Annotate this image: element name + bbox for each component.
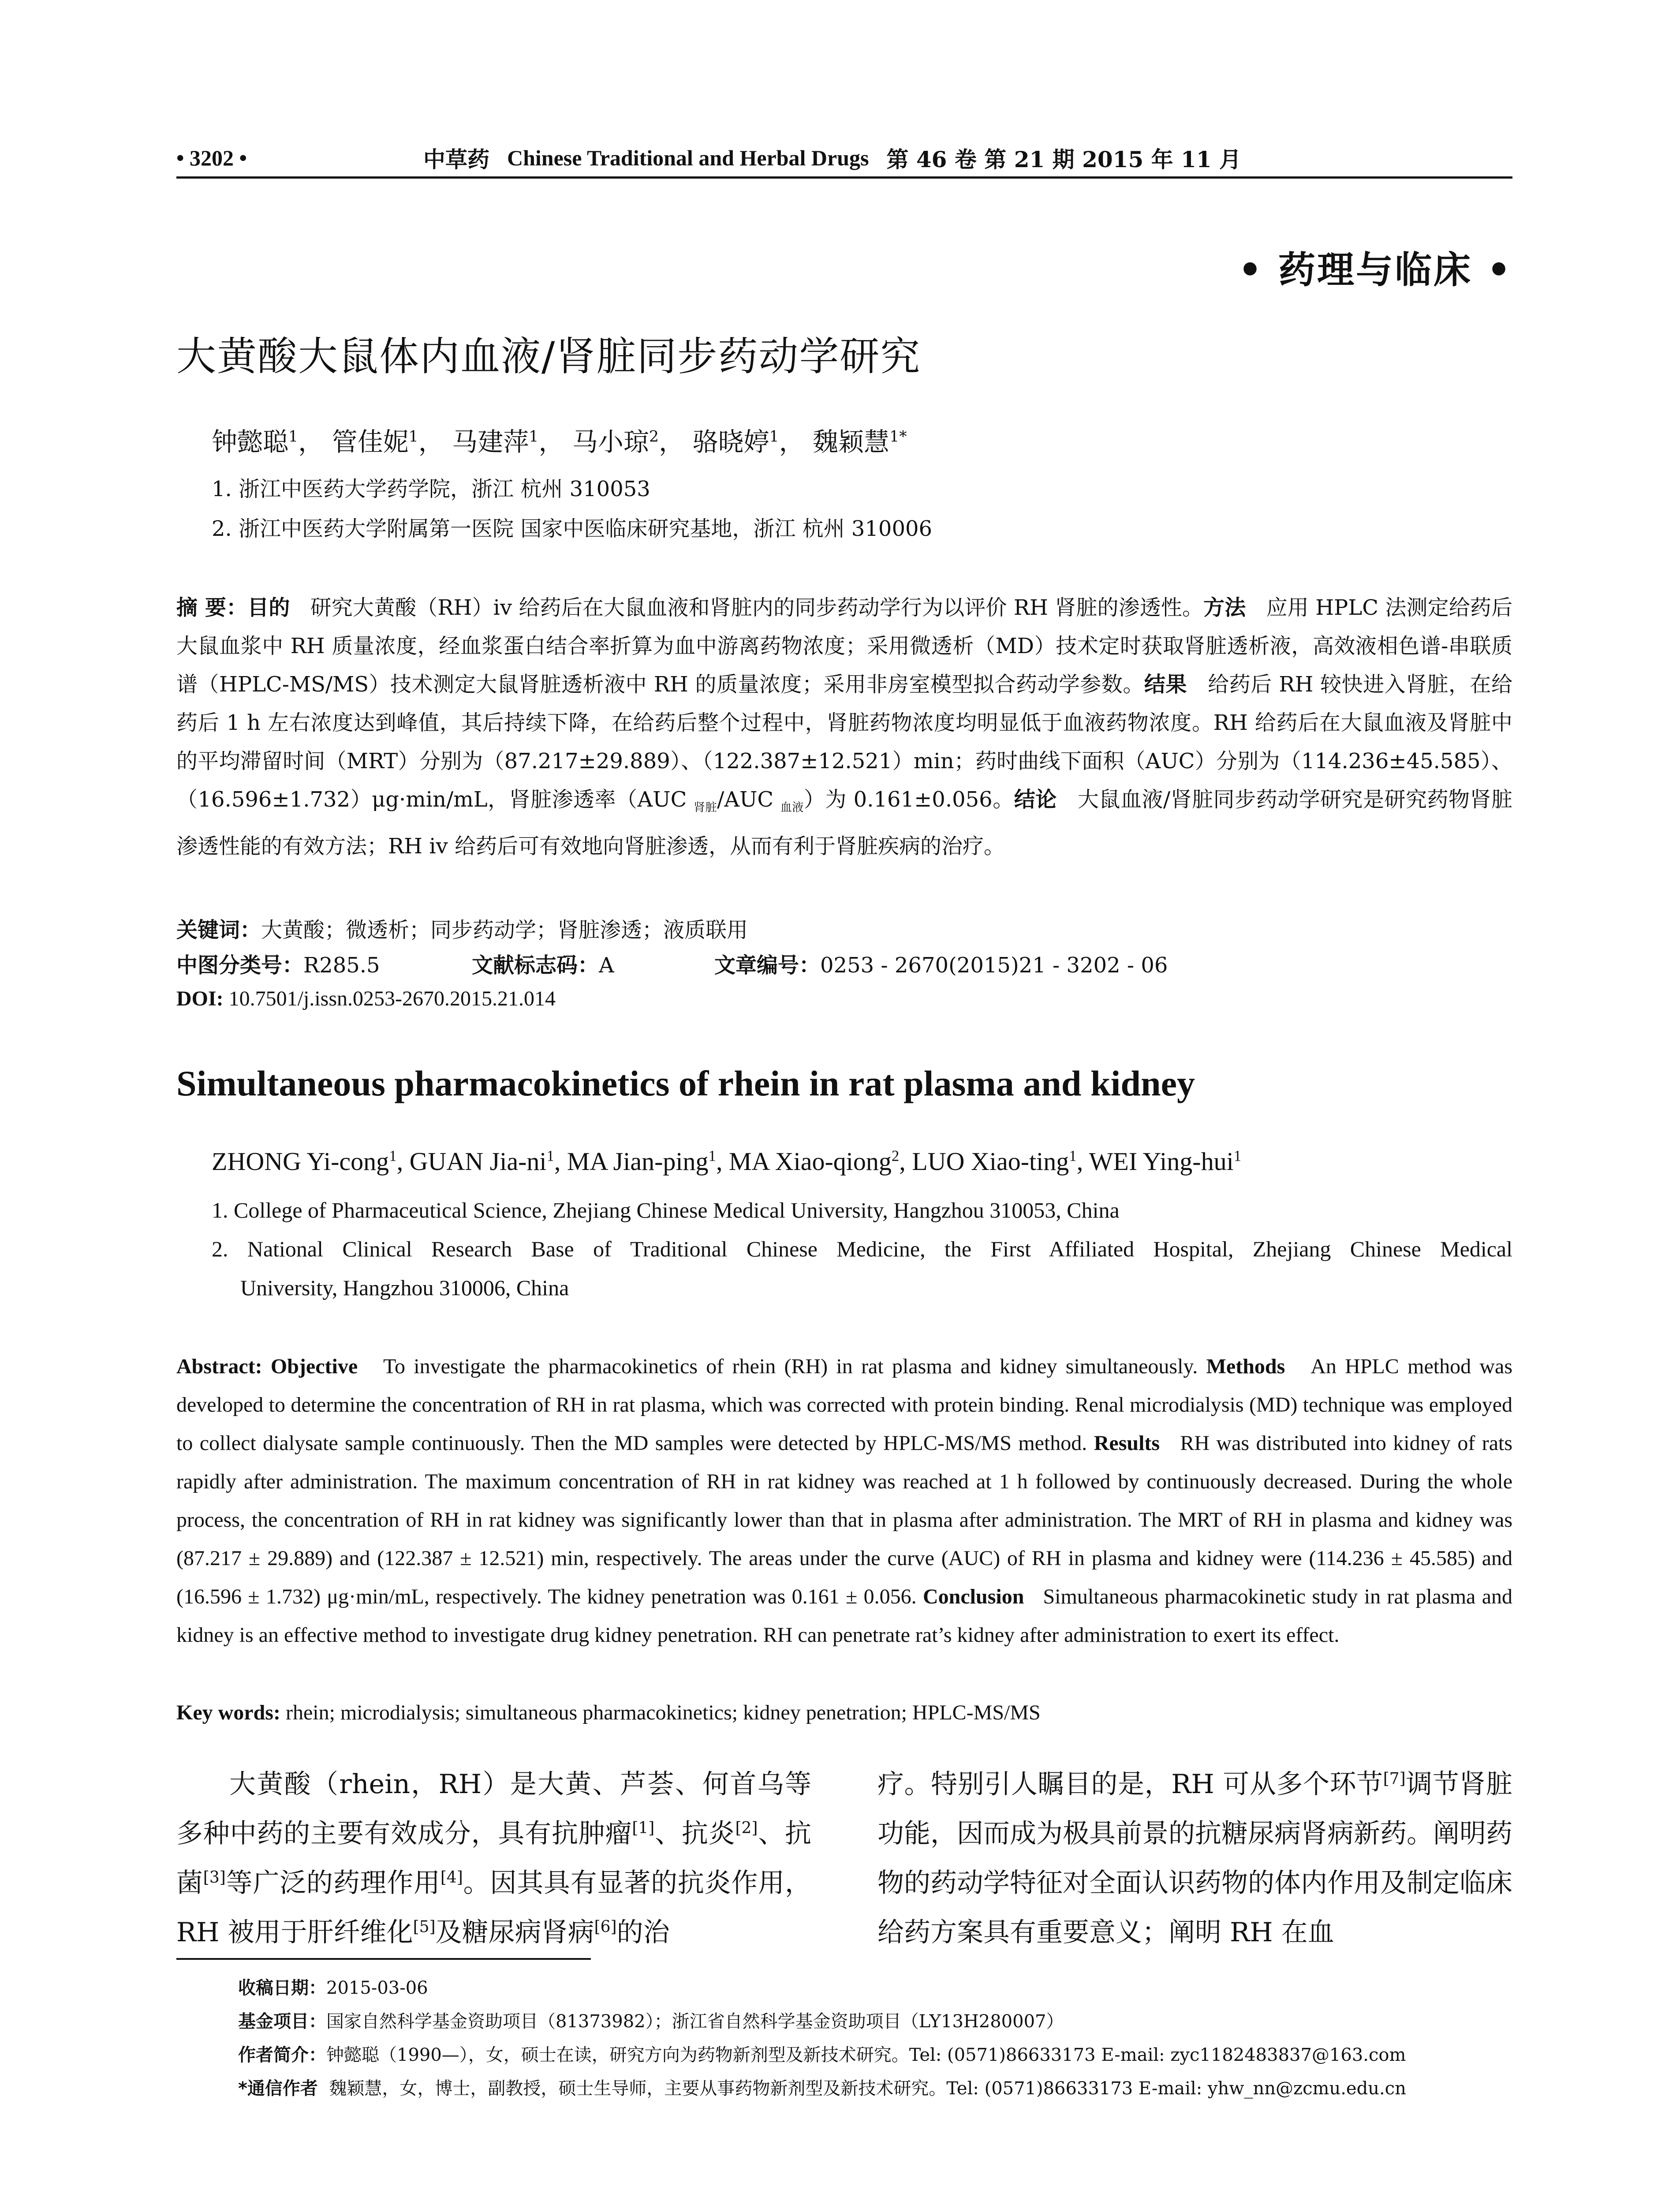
keywords-cn: 关键词：大黄酸；微透析；同步药动学；肾脏渗透；液质联用 <box>176 918 748 942</box>
body-column-left: 大黄酸（rhein，RH）是大黄、芦荟、何首乌等多种中药的主要有效成分，具有抗肿瘤[1]、抗炎[2]、抗菌[3]等广泛的药理作用[4]。因其具有显著的抗炎作用，RH 被用于肝纤维化[5]及糖尿病肾病[6]的治 <box>176 1769 812 1948</box>
section-tag: • 药理与临床 • <box>1238 248 1512 292</box>
author-cn: 钟懿聪$^1$， <box>212 427 324 457</box>
header-rule <box>176 176 1512 179</box>
affiliations-en <box>212 1191 1512 1307</box>
authors-en: ZHONG Yi-cong$^1$, GUAN Jia-$ni^1$, MA Jian-ping$^1$, MA Xiao-qiong$^2$, LUO Xiao-ting$^1$, WEI Ying-hui$^1$ <box>212 1147 1242 1176</box>
keywords-en: Key words: rhein; microdialysis; simultaneous pharmacokinetics; kidney penetration; HPLC-MS/MS <box>176 1701 1041 1724</box>
journal-name-en: Chinese Traditional and Herbal Drugs <box>507 146 869 170</box>
title-cn: 大黄酸大鼠体内血液/肾脏同步药动学研究 <box>176 333 921 380</box>
classification-row: 中图分类号：R285.5 文献标志码：A 文章编号：0253 - 2670(2015)21 - 3202 - 06 <box>176 953 1168 978</box>
footnote-rule <box>176 1958 591 1960</box>
page-number: • 3202 • <box>176 146 247 170</box>
affiliation-en-2: 2. National Clinical Research Base of Traditional Chinese Medicine, the First Affiliated Hospital, Zhejiang Chinese Medical <box>212 1237 1512 1261</box>
abstract-en: Abstract: Objective To investigate the pharmacokinetics of rhein (RH) in rat plasma and kidney simultaneously. Methods An HPLC method was developed to determine the concentration of RH in rat plasma, which was corrected with protein binding. Renal microdialysis (MD) technique was employed to collect dialysate sample continuously. Then the MD samples were detected by HPLC-MS/MS method. Results RH was distributed into kidney of rats rapidly after administration. The maximum concentration of RH in rat kidney was reached at 1 h followed by continuously decreased. During the whole process, the concentration of RH in rat kidney was significantly lower than that in plasma after administration. The MRT of RH in plasma and kidney was (87.217 ± 29.889) and (122.387 ± 12.521) min, respectively. The areas under the curve (AUC) of RH in plasma and kidney were (114.236 ± 45.585) and (16.596 ± 1.732) μg·min/mL, respectively. The kidney penetration was 0.161 ± 0.056. Conclusion Simultaneous pharmacokinetic study in rat plasma and kidney is an effective method to investigate drug kidney penetration. RH can penetrate rat’s kidney after administration to exert its effect. <box>176 1355 1513 1647</box>
author-cn: 管佳妮$^1$， <box>332 427 444 457</box>
footnote-corresponding: *通信作者 魏颖慧，女，博士，副教授，硕士生导师，主要从事药物新剂型及新技术研究。Tel: (0571)86633173 E-mail: yhw_nn@zcmu.edu.cn <box>238 2078 1406 2099</box>
author-cn: 马建萍$^1$， <box>452 427 564 457</box>
running-header <box>176 140 1512 176</box>
author-cn: 骆晓婷$^1$， <box>692 427 805 457</box>
title-en: Simultaneous pharmacokinetics of rhein in rat plasma and kidney <box>176 1063 1195 1103</box>
body-column-right: 疗。特别引人瞩目的是，RH 可从多个环节[7]调节肾脏功能，因而成为极具前景的抗糖尿病肾病新药。阐明药物的药动学特征对全面认识药物的体内作用及制定临床给药方案具有重要意义；阐明 RH 在血 <box>877 1769 1512 1948</box>
journal-name-cn: 中草药 <box>423 146 489 172</box>
doi: DOI: 10.7501/j.issn.0253-2670.2015.21.014 <box>176 987 556 1010</box>
footnote-received: 收稿日期：2015-03-06 <box>238 1978 428 1998</box>
affiliation-en-1: 1. College of Pharmaceutical Science, Zhejiang Chinese Medical University, Hangzhou 310053, China <box>212 1198 1120 1222</box>
affiliation-cn-2: 2. 浙江中医药大学附属第一医院 国家中医临床研究基地，浙江 杭州 310006 <box>212 516 933 541</box>
footnote-author: 作者简介：钟懿聪（1990—），女，硕士在读，研究方向为药物新剂型及新技术研究。Tel: (0571)86633173 E-mail: zyc1182483837@163.com <box>238 2045 1406 2065</box>
authors-cn <box>212 421 907 458</box>
affiliation-cn-1: 1. 浙江中医药大学药学院，浙江 杭州 310053 <box>212 477 650 501</box>
author-cn: 马小琼$^2$， <box>572 427 684 457</box>
affiliation-en-2-cont: University, Hangzhou 310006, China <box>240 1275 569 1300</box>
journal-issue: 第 46 卷 第 21 期 2015 年 11 月 <box>886 146 1242 172</box>
footnote-fund: 基金项目：国家自然科学基金资助项目（81373982）；浙江省自然科学基金资助项目（LY13H280007） <box>238 2011 1064 2032</box>
abstract-cn: 摘 要：目的 研究大黄酸（RH）iv 给药后在大鼠血液和肾脏内的同步药动学行为以评价 RH 肾脏的渗透性。方法 应用 HPLC 法测定给药后大鼠血浆中 RH 质量浓度，经血浆蛋白结合率折算为血中游离药物浓度；采用微透析（MD）技术定时获取肾脏透析液，高效液相色谱-串联质谱（HPLC-MS/MS）技术测定大鼠肾脏透析液中 RH 的质量浓度；采用非房室模型拟合药动学参数。结果 给药后 RH 较快进入肾脏，在给药后 1 h 左右浓度达到峰值，其后持续下降，在给药后整个过程中，肾脏药物浓度均明显低于血液药物浓度。RH 给药后在大鼠血液及肾脏中的平均滞留时间（MRT）分别为（87.217±29.889）、（122.387±12.521）min；药时曲线下面积（AUC）分别为（114.236±45.585）、（16.596±1.732）μg·min/mL，肾脏渗透率（AUC $_{肾脏}$/AUC $_{血液}$）为 0.161±0.056。结论 大鼠血液/肾脏同步药动学研究是研究药物肾脏渗透性能的有效方法；RH iv 给药后可有效地向肾脏渗透，从而有利于肾脏疾病的治疗。 <box>176 595 1513 859</box>
footnotes <box>238 1971 1512 2105</box>
author-cn: 魏颖慧$^{1*}$ <box>813 427 907 457</box>
